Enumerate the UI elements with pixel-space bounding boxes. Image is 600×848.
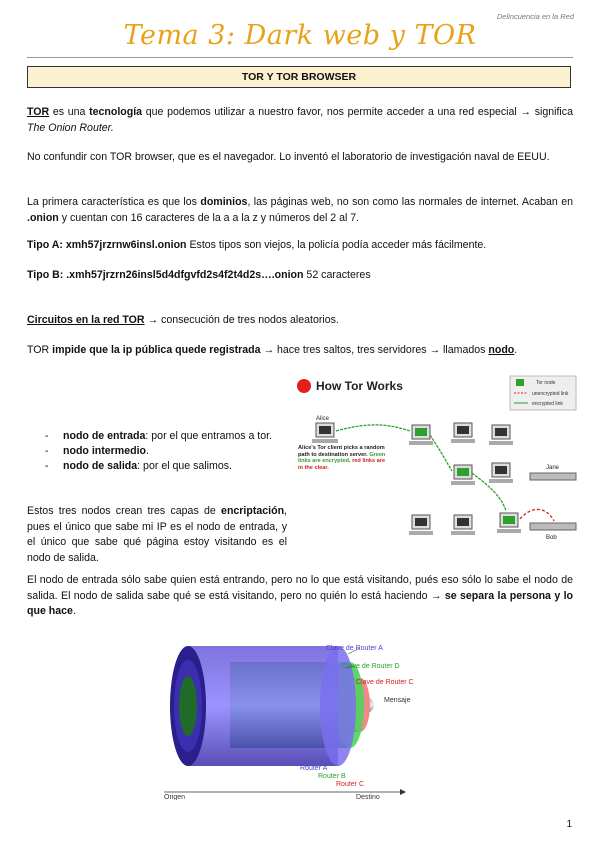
text: → consecución de tres nodos aleatorios.: [144, 314, 339, 326]
list-item: [45, 444, 272, 459]
node-list: [45, 429, 272, 474]
layer-origin-core: [179, 676, 197, 736]
tor-node-icon: [409, 515, 433, 535]
title-divider: [27, 57, 573, 58]
text: → hace tres saltos, tres servidores → llamados: [260, 344, 489, 356]
destino-label: Destino: [356, 794, 380, 800]
page-number: 1: [566, 819, 572, 830]
paragraph-separation: [27, 573, 573, 620]
list-item: [45, 459, 272, 474]
legend-tor-node: Tor node: [536, 380, 556, 386]
list-item-term: nodo de salida: [63, 460, 138, 472]
paragraph-ip: [27, 343, 573, 359]
text: , pues el único que sabe mi IP es el nodo de entrada, y el único que sabe qué página estoy visitando es el nodo de salida.: [27, 505, 287, 564]
legend-unencrypted: unencrypted link: [532, 391, 569, 397]
tor-node-icon: [409, 425, 433, 445]
text: que podemos utilizar a nuestro favor, nos permite acceder a una red especial → significa: [142, 106, 573, 118]
figure-title: How Tor Works: [316, 379, 403, 393]
unencrypted-link: [520, 509, 554, 521]
arrow-head-icon: [400, 789, 406, 795]
figure-caption: [298, 445, 390, 471]
term-onion-router: The Onion Router.: [27, 121, 114, 134]
list-item: [45, 429, 272, 444]
caption-red: red links are in the clear.: [298, 458, 386, 471]
running-header: Delincuencia en la Red: [496, 12, 574, 21]
section-heading-box: TOR Y TOR BROWSER: [27, 66, 571, 88]
jane-server-icon: [530, 473, 576, 480]
clave-router-c-label: Clave de Router C: [356, 679, 414, 686]
tor-node-icon: [489, 425, 513, 445]
paragraph-domains: [27, 195, 573, 226]
text: La primera característica es que los: [27, 196, 201, 208]
list-item-text: : por el que entramos a tor.: [145, 430, 273, 442]
bob-label: Bob: [546, 535, 557, 541]
page-title: Tema 3: Dark web y TOR: [123, 20, 477, 51]
jane-label: Jane: [546, 465, 560, 471]
tor-node-icon: [451, 515, 475, 535]
text: y cuentan con 16 caracteres de la a a la z y números del 2 al 7.: [58, 211, 360, 224]
list-item-text: : por el que salimos.: [137, 460, 232, 472]
paragraph-circuitos: [27, 313, 573, 329]
text: Estos tres nodos crean tres capas de: [27, 505, 222, 517]
legend-encrypted: encrypted link: [532, 401, 563, 407]
origen-label: Origen: [164, 794, 186, 800]
eff-logo-icon: [297, 379, 311, 393]
tor-node-icon: [451, 423, 475, 443]
term-nodo: nodo: [488, 344, 515, 356]
term-onion: .onion: [27, 211, 59, 224]
encrypted-link: [336, 425, 410, 431]
caption-text: Alice's Tor client picks a random path to destination server.: [298, 445, 385, 458]
text: 52 caracteres: [303, 269, 371, 281]
how-tor-works-figure: [292, 373, 580, 551]
router-c-label: Router C: [336, 781, 365, 788]
mensaje-label: Mensaje: [384, 697, 411, 704]
clave-router-d-label: Clave de Router D: [342, 663, 400, 670]
text: Estos tipos son viejos, la policía podía acceder más fácilmente.: [186, 239, 487, 251]
text: , las páginas web, no son como las normales de internet. Acaban en: [247, 196, 573, 208]
alice-computer-icon: [312, 423, 338, 443]
term-ip: impide que la ip pública quede registrada: [52, 344, 261, 356]
onion-layers-figure: [160, 638, 460, 800]
paragraph-encryption: [27, 504, 287, 566]
term-encriptacion: encriptación: [221, 505, 285, 517]
list-item-term: nodo de entrada: [63, 430, 146, 442]
alice-label: Alice: [316, 416, 330, 422]
tor-node-icon: [516, 379, 524, 386]
paragraph-tipo-b: [27, 268, 573, 284]
paragraph-tor-browser: No confundir con TOR browser, que es el navegador. Lo inventó el laboratorio de investigación naval de EEUU.: [27, 151, 550, 163]
clave-router-a-label: Clave de Router A: [326, 645, 383, 652]
term-tecnologia: tecnología: [89, 106, 143, 118]
text: .: [514, 344, 518, 356]
text: TOR: [27, 344, 53, 356]
bob-server-icon: [530, 523, 576, 530]
term-separa: se separa la persona y lo que hace: [27, 589, 573, 617]
tipo-a-label: Tipo A: xmh57jrzrnw6insl.onion: [27, 239, 187, 251]
caption-green: Green links are encrypted,: [298, 451, 386, 465]
tor-node-icon: [489, 463, 513, 483]
tor-node-icon: [497, 513, 521, 533]
tipo-b-label: Tipo B: .xmh57jrzrn26insl5d4dfgvfd2s4f2t4d2s….onion: [27, 269, 304, 281]
router-b-label: Router B: [318, 773, 346, 780]
term-tor: TOR: [27, 106, 50, 118]
list-item-text: .: [145, 445, 149, 457]
term-dominios: dominios: [200, 196, 248, 208]
encrypted-link: [430, 435, 452, 471]
encrypted-link: [472, 473, 506, 511]
paragraph-tipo-a: [27, 238, 573, 254]
text: .: [72, 605, 76, 617]
circuitos-label: Circuitos en la red TOR: [27, 314, 145, 326]
layer-router-a: [188, 646, 338, 766]
paragraph-tor-definition: [27, 105, 573, 136]
text: es una: [49, 106, 90, 118]
tor-node-icon: [451, 465, 475, 485]
router-a-label: Router A: [300, 765, 328, 772]
list-item-term: nodo intermedio: [63, 445, 146, 457]
text: El nodo de entrada sólo sabe quien está entrando, pero no lo que está visitando, pués eso sólo lo sabe el nodo de salida. El nodo de salida sabe qué se está visitando, pero no quién lo está haciendo →: [27, 574, 573, 602]
